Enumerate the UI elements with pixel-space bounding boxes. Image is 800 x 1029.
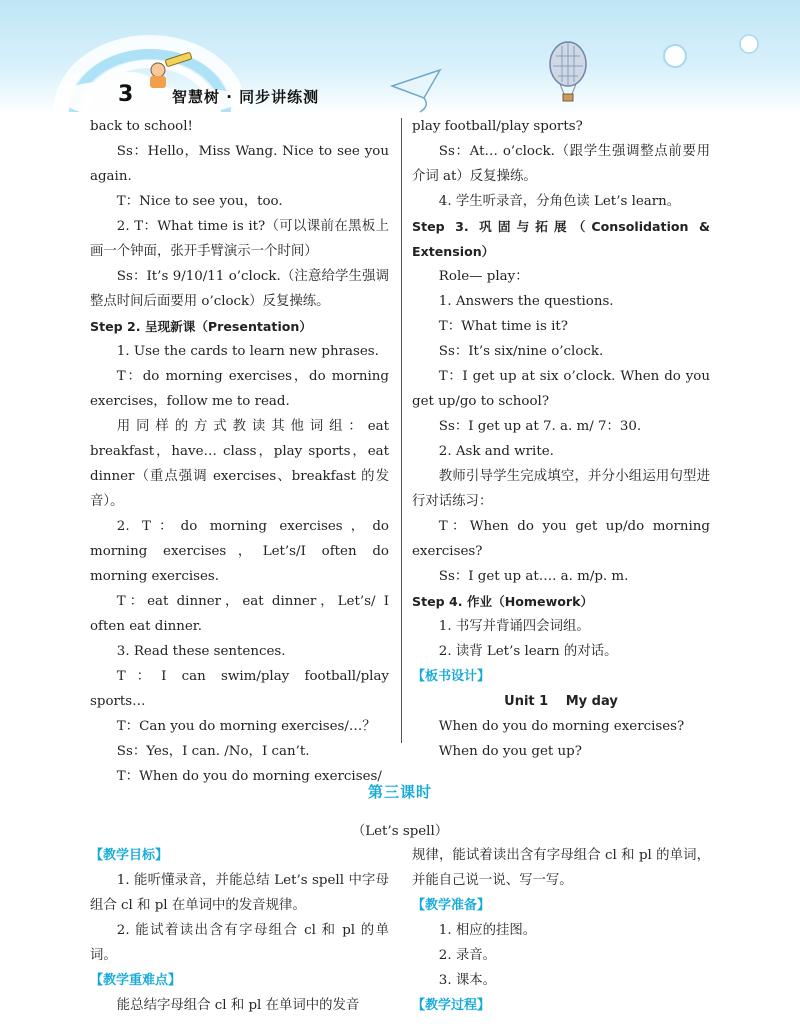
sun-icon: [664, 45, 686, 67]
paragraph: back to school!: [90, 119, 193, 134]
paragraph: T：When do you get up/do morning exercises?: [412, 519, 710, 559]
left-column: [90, 114, 389, 789]
section-tag: 【教学目标】: [90, 848, 169, 863]
paragraph: Ss：It’s 9/10/11 o’clock.（注意给学生强调整点时间后面要用 o’clock）反复操练。: [90, 269, 389, 309]
paragraph: 能总结字母组合 cl 和 pl 在单词中的发音: [116, 998, 360, 1013]
hot-air-balloon-icon: [550, 42, 586, 101]
board-unit-title: Unit 1 My day: [504, 694, 618, 709]
paragraph: 2. T：do morning exercises，do morning exercises，Let’s/I often do morning exercises.: [90, 519, 389, 584]
paragraph: Ss：I get up at 7. a. m/ 7：30.: [438, 419, 642, 434]
paragraph: Ss：I get up at…. a. m/p. m.: [438, 569, 629, 584]
paragraph: 1. Answers the questions.: [438, 294, 614, 309]
paragraph: T：I get up at six o’clock. When do you get up/go to school?: [412, 369, 710, 409]
paragraph: 2. 录音。: [438, 948, 497, 963]
column-divider: [401, 118, 402, 743]
paragraph: 1. 相应的挂图。: [438, 923, 537, 938]
paragraph: T：do morning exercises，do morning exercises，follow me to read.: [90, 369, 389, 409]
paragraph: T：eat dinner，eat dinner，Let’s/ I often eat dinner.: [90, 594, 389, 634]
paragraph: When do you get up?: [438, 744, 582, 759]
section-tag: 【教学准备】: [412, 898, 491, 913]
paragraph: Ss：At… o’clock.（跟学生强调整点前要用介词 at）反复操练。: [412, 144, 710, 184]
bottom-left-column: [90, 843, 389, 1018]
section-tag: 【教学过程】: [412, 998, 491, 1013]
paragraph: 1. Use the cards to learn new phrases.: [116, 344, 379, 359]
kite-icon: [392, 70, 440, 112]
paragraph: 1. 书写并背诵四会词组。: [438, 619, 590, 634]
paragraph: When do you do morning exercises?: [438, 719, 685, 734]
paragraph: 3. Read these sentences.: [116, 644, 286, 659]
paragraph: T：I can swim/play football/play sports…: [90, 669, 389, 709]
lesson-title: 第三课时: [367, 783, 432, 801]
page-number: 3: [118, 82, 134, 107]
paragraph: 2. 能试着读出含有字母组合 cl 和 pl 的单词。: [90, 923, 389, 963]
paragraph: 2. Ask and write.: [438, 444, 554, 459]
paragraph: play football/play sports?: [412, 119, 583, 134]
section-tag: 【板书设计】: [412, 669, 491, 684]
right-column: [412, 114, 710, 764]
bottom-right-column: [412, 843, 710, 1018]
paragraph: 4. 学生听录音，分角色读 Let’s learn。: [438, 194, 681, 209]
lesson-subtitle: （Let’s spell）: [351, 824, 449, 839]
paragraph: 2. 读背 Let’s learn 的对话。: [438, 644, 618, 659]
step-heading: Step 4. 作业（Homework）: [412, 594, 594, 609]
paragraph: 2. T：What time is it?（可以课前在黑板上画一个钟面，张开手臂演示一个时间）: [90, 219, 389, 259]
paragraph: Ss：Hello，Miss Wang. Nice to see you again.: [90, 144, 389, 184]
paragraph: T：Can you do morning exercises/…？: [116, 719, 376, 734]
paragraph: 规律，能试着读出含有字母组合 cl 和 pl 的单词，并能自己说一说、写一写。: [412, 848, 710, 888]
paragraph: 1. 能听懂录音，并能总结 Let’s spell 中字母组合 cl 和 pl 在单词中的发音规律。: [90, 873, 389, 913]
paragraph: 3. 课本。: [438, 973, 497, 988]
section-tag: 【教学重难点】: [90, 973, 182, 988]
paragraph: Ss：It’s six/nine o’clock.: [438, 344, 604, 359]
step-heading: Step 3. 巩固与拓展（Consolidation & Extension）: [412, 219, 710, 259]
paragraph: 用同样的方式教读其他词组：eat breakfast，have… class，play sports，eat dinner（重点强调 exercises、breakfast 的发音）。: [90, 419, 389, 509]
paragraph: T：When do you do morning exercises/: [116, 769, 382, 784]
paragraph: T：What time is it?: [438, 319, 568, 334]
book-title: 智慧树 · 同步讲练测: [172, 88, 320, 106]
paragraph: Ss：Yes，I can. /No，I can’t.: [116, 744, 310, 759]
paragraph: 教师引导学生完成填空，并分小组运用句型进行对话练习：: [412, 469, 710, 509]
page-header: [0, 0, 800, 115]
paragraph: Role— play：: [438, 269, 529, 284]
paragraph: T：Nice to see you，too.: [116, 194, 283, 209]
step-heading: Step 2. 呈现新课（Presentation）: [90, 319, 312, 334]
